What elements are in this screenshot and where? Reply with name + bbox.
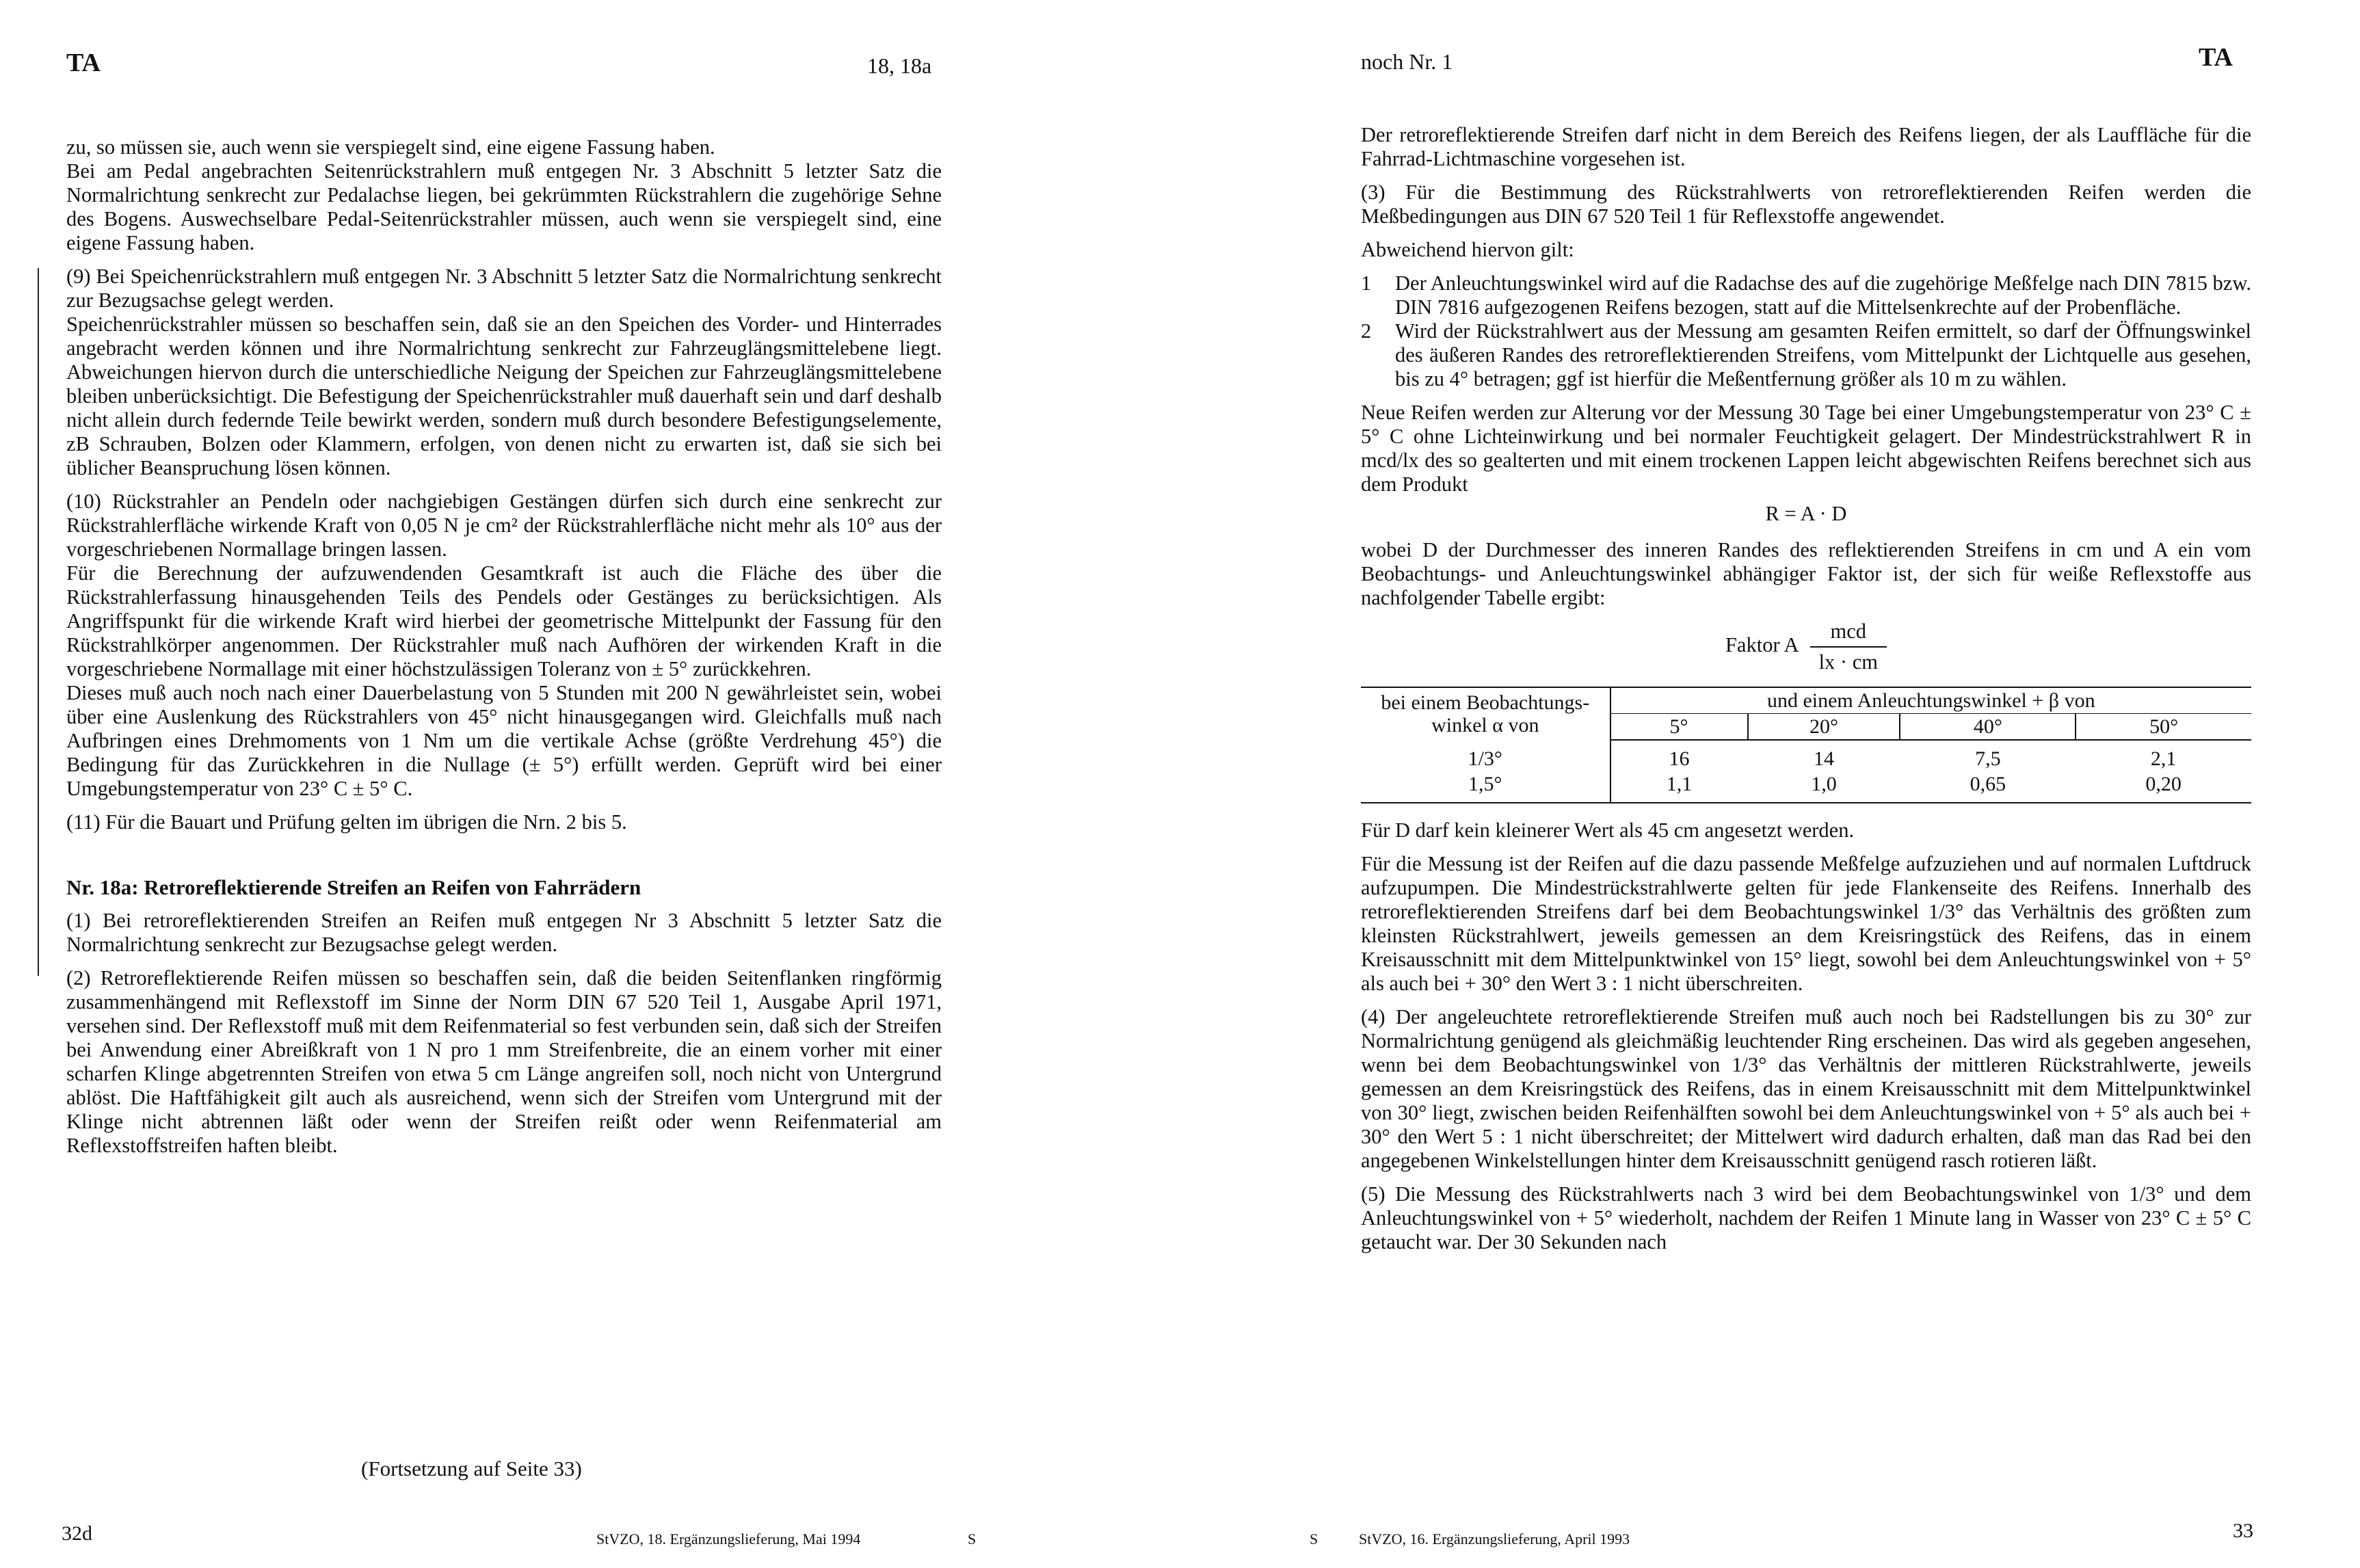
- table-col-header: 5°: [1610, 714, 1748, 741]
- formula: R = A · D: [1765, 502, 1847, 525]
- abweichend-label: Abweichend hiervon gilt:: [1361, 238, 1574, 261]
- table-row: [1361, 771, 2251, 803]
- table-cell: 16: [1669, 747, 1690, 770]
- paragraph-min-diameter: Für D darf kein kleinerer Wert als 45 cm angesetzt werden.: [1361, 819, 1855, 842]
- factor-numerator: mcd: [1810, 620, 1887, 648]
- right-column: [1361, 123, 2251, 1264]
- left-page-number: 32d: [62, 1522, 92, 1545]
- table-col-header: 50°: [2076, 714, 2251, 741]
- left-footer-source: StVZO, 18. Ergänzungslieferung, Mai 1994: [596, 1530, 861, 1547]
- change-bar: [38, 268, 39, 976]
- right-header-noch: noch Nr. 1: [1361, 49, 1453, 74]
- paragraph-11: (11) Für die Bauart und Prüfung gelten im übrigen die Nrn. 2 bis 5.: [66, 810, 627, 834]
- paragraph-intro: Der retroreflektierende Streifen darf nicht in dem Bereich des Reifens liegen, der als Lauffläche für die Fahrrad-Lichtmaschine vorgesehen ist.: [1361, 123, 2251, 170]
- list-item-text: Wird der Rückstrahlwert aus der Messung am gesamten Reifen ermittelt, so darf der Öffnungswinkel des äußeren Randes des retroreflektierenden Streifens, vom Mittelpunkt der Lichtquelle aus gesehen, bis zu 4° betragen; ggf ist hierfür die Meßentfernung größer als 10 m zu wählen.: [1395, 319, 2251, 390]
- left-header-ta: TA: [66, 49, 101, 77]
- table-row-alpha: 1,5°: [1361, 771, 1610, 803]
- paragraph-9-a: (9) Bei Speichenrückstrahlern muß entgegen Nr. 3 Abschnitt 5 letzter Satz die Normalrichtung senkrecht zur Bezugsachse gelegt werden.: [66, 265, 942, 312]
- continuation-note: (Fortsetzung auf Seite 33): [361, 1457, 582, 1480]
- table-row: [1361, 740, 2251, 771]
- paragraph-10-c: Dieses muß auch noch nach einer Dauerbelastung von 5 Stunden mit 200 N gewährleistet sein, wobei über eine Auslenkung des Rückstrahlers von 45° nicht hinausgegangen wird. Gleichfalls muß nach Aufbringen eines Drehmoments von 1 Nm um die vertikale Achse (größte Verdrehung 45°) die Bedingung für das Zurückkehren in die Nullage (± 5°) erfüllt werden. Geprüft wird bei einer Umgebungstemperatur von 23° C ± 5° C.: [66, 681, 942, 800]
- paragraph-18a-1: (1) Bei retroreflektierenden Streifen an Reifen muß entgegen Nr 3 Abschnitt 5 letzter Satz die Normalrichtung senkrecht zur Bezugsachse gelegt werden.: [66, 909, 942, 956]
- paragraph-18a-2: (2) Retroreflektierende Reifen müssen so beschaffen sein, daß die beiden Seitenflanken ringförmig zusammenhängend mit Reflexstoff im Sinne der Norm DIN 67 520 Teil 1, Ausgabe April 1971, versehen sind. Der Reflexstoff muß mit dem Reifenmaterial so fest verbunden sein, daß sich der Streifen bei Anwendung einer Abreißkraft von 1 N pro 1 mm Streifenbreite, die an einem vorher mit einer scharfen Klinge abgetrennten Streifen von etwa 5 cm Länge angreifen soll, noch nicht von Untergrund ablöst. Die Haftfähigkeit gilt auch als ausreichend, wenn sich der Streifen vom Untergrund mit der Klinge nicht abtrennen läßt oder wenn der Streifen reißt oder wenn Reifenmaterial am Reflexstoffstreifen haften bleibt.: [66, 966, 942, 1157]
- paragraph-measurement: Für die Messung ist der Reifen auf die dazu passende Meßfelge aufzuziehen und auf normalen Luftdruck aufzupumpen. Die Mindestrückstrahlwerte gelten für jede Flankenseite des Reifens. Innerhalb des retroreflektierenden Streifens darf bei dem Beobachtungswinkel 1/3° das Verhältnis des größten zum kleinsten Rückstrahlwert, jeweils gemessen an dem Kreisringstück des Reifens, das in einem Kreisausschnitt mit dem Mittelpunktwinkel von 15° liegt, sowohl bei dem Anleuchtungswinkel von + 5° als auch bei + 30° den Wert 3 : 1 nicht überschreiten.: [1361, 852, 2251, 995]
- paragraph-5: (5) Die Messung des Rückstrahlwerts nach 3 wird bei dem Beobachtungswinkel von 1/3° und dem Anleuchtungswinkel von + 5° wiederholt, nachdem der Reifen 1 Minute lang in Wasser von 23° C ± 5° C getaucht war. Der 30 Sekunden nach: [1361, 1182, 2251, 1253]
- list-item-text: Der Anleuchtungswinkel wird auf die Radachse des auf die zugehörige Meßfelge nach DIN 7815 bzw. DIN 7816 aufgezogenen Reifens bezogen, statt auf die Mittelsenkrechte auf der Probenfläche.: [1395, 271, 2251, 319]
- list-item: [1361, 271, 2251, 319]
- left-footer-mark: S: [968, 1530, 977, 1547]
- factor-fraction: [1810, 620, 1887, 674]
- right-page: [1180, 0, 2360, 1568]
- paragraph-9-b: Speichenrückstrahler müssen so beschaffen sein, daß sie an den Speichen des Vorder- und Hinterrades angebracht werden können und ihre Normalrichtung senkrecht zur Fahrzeuglängsmittelebene liegt. Abweichungen hiervon durch die unterschiedliche Neigung der Speichen zur Fahrzeuglängsmittelebene bleiben unberücksichtigt. Die Befestigung der Speichenrückstrahler muß dauerhaft sein und darf deshalb nicht allein durch federnde Teile bewirkt werden, sondern muß durch besondere Befestigungselemente, zB Schrauben, Bolzen oder Klammern, erfolgen, von denen nicht zu erwarten ist, daß sie sich bei üblicher Beanspruchung lösen können.: [66, 313, 942, 479]
- factor-table: [1361, 687, 2251, 803]
- table-cell: 14: [1814, 747, 1834, 770]
- list-item-number: 2: [1361, 319, 1372, 343]
- left-column: [66, 135, 942, 1167]
- intro-line: zu, so müssen sie, auch wenn sie verspiegelt sind, eine eigene Fassung haben.: [66, 135, 715, 159]
- table-head-observation: bei einem Beobachtungs-winkel α von: [1361, 687, 1610, 740]
- table-cell: 2,1: [2150, 747, 2177, 770]
- right-header-ta: TA: [2199, 43, 2233, 72]
- table-col-header: 20°: [1748, 714, 1900, 741]
- deviation-list: [1361, 271, 2251, 391]
- heading-18a: Nr. 18a: Retroreflektierende Streifen an Reifen von Fahrrädern: [66, 875, 641, 899]
- table-head-illumination: und einem Anleuchtungswinkel + β von: [1610, 687, 2251, 714]
- factor-denominator: lx · cm: [1818, 650, 1878, 674]
- table-cell: 0,65: [1900, 771, 2076, 803]
- paragraph-10-b: Für die Berechnung der aufzuwendenden Gesamtkraft ist auch die Fläche des über die Rückstrahlerfassung hinausgehenden Teils des Pendels oder Gestänges zu berücksichtigen. Als Angriffspunkt für die wirkende Kraft wird hierbei der geometrische Mittelpunkt der Fassung für den Rückstrahlkörper angenommen. Der Rückstrahler muß nach Aufhören der wirkenden Kraft in die vorgeschriebene Normallage mit einer höchstzulässigen Toleranz von ± 5° zurückkehren.: [66, 561, 942, 680]
- paragraph-aging: Neue Reifen werden zur Alterung vor der Messung 30 Tage bei einer Umgebungstemperatur von 23° C ± 5° C ohne Lichteinwirkung und bei normaler Feuchtigkeit gelagert. Der Mindestrückstrahlwert R in mcd/lx des so gealterten und mit einem trockenen Lappen leicht abgewischten Reifens berechnet sich aus dem Produkt: [1361, 401, 2251, 496]
- paragraph-10-a: (10) Rückstrahler an Pendeln oder nachgiebigen Gestängen dürfen sich durch eine senkrecht zur Rückstrahlerfläche wirkende Kraft von 0,05 N je cm² der Rückstrahlerfläche nicht mehr als 10° aus der vorgeschriebenen Normallage bringen lassen.: [66, 490, 942, 561]
- list-item-number: 1: [1361, 271, 1372, 295]
- left-header-section: 18, 18a: [867, 53, 932, 78]
- paragraph-3: (3) Für die Bestimmung des Rückstrahlwerts von retroreflektierenden Reifen werden die Meßbedingungen aus DIN 67 520 Teil 1 für Reflexstoffe angewendet.: [1361, 181, 2251, 228]
- factor-unit: [1361, 620, 2251, 674]
- factor-label: Faktor A: [1725, 633, 1798, 656]
- right-footer-mark: S: [1310, 1530, 1318, 1547]
- table-cell: 0,20: [2076, 771, 2251, 803]
- table-cell: 7,5: [1975, 747, 2001, 770]
- table-cell: 1,1: [1610, 771, 1748, 803]
- paragraph-4: (4) Der angeleuchtete retroreflektierende Streifen muß auch noch bei Radstellungen bis zu 30° zur Normalrichtung genügend als gleichmäßig leuchtender Ring erscheinen. Das wird als gegeben angesehen, wenn bei dem Beobachtungswinkel von 1/3° das Verhältnis der mittleren Rückstrahlwerte, jeweils gemessen an dem Kreisringstück des Reifens, das in einem Kreisausschnitt mit dem Mittelpunktwinkel von 30° liegt, zwischen beiden Reifenhälften sowohl bei dem Anleuchtungswinkel von + 5° als auch bei + 30° den Wert 5 : 1 nicht überschreitet; der Mittelwert wird dadurch erhalten, daß man das Rad bei den angegebenen Winkelstellungen hinter dem Kreisausschnitt genügend rasch rotieren läßt.: [1361, 1005, 2251, 1172]
- table-cell: 1,0: [1748, 771, 1900, 803]
- table-row-alpha: 1/3°: [1361, 740, 1610, 771]
- table-col-header: 40°: [1900, 714, 2076, 741]
- list-item: [1361, 319, 2251, 391]
- paragraph-wobei: wobei D der Durchmesser des inneren Randes des reflektierenden Streifens in cm und A ein vom Beobachtungs- und Anleuchtungswinkel abhängiger Faktor ist, der sich für weiße Reflexstoffe aus nachfolgender Tabelle ergibt:: [1361, 538, 2251, 609]
- right-page-number: 33: [2233, 1519, 2253, 1542]
- intro-pedal: Bei am Pedal angebrachten Seitenrückstrahlern muß entgegen Nr. 3 Abschnitt 5 letzter Satz die Normalrichtung senkrecht zur Pedalachse liegen, bei gekrümmten Rückstrahlern die zugehörige Sehne des Bogens. Auswechselbare Pedal-Seitenrückstrahler müssen, auch wenn sie verspiegelt sind, eine eigene Fassung haben.: [66, 159, 942, 254]
- right-footer-source: StVZO, 16. Ergänzungslieferung, April 1993: [1359, 1530, 1630, 1547]
